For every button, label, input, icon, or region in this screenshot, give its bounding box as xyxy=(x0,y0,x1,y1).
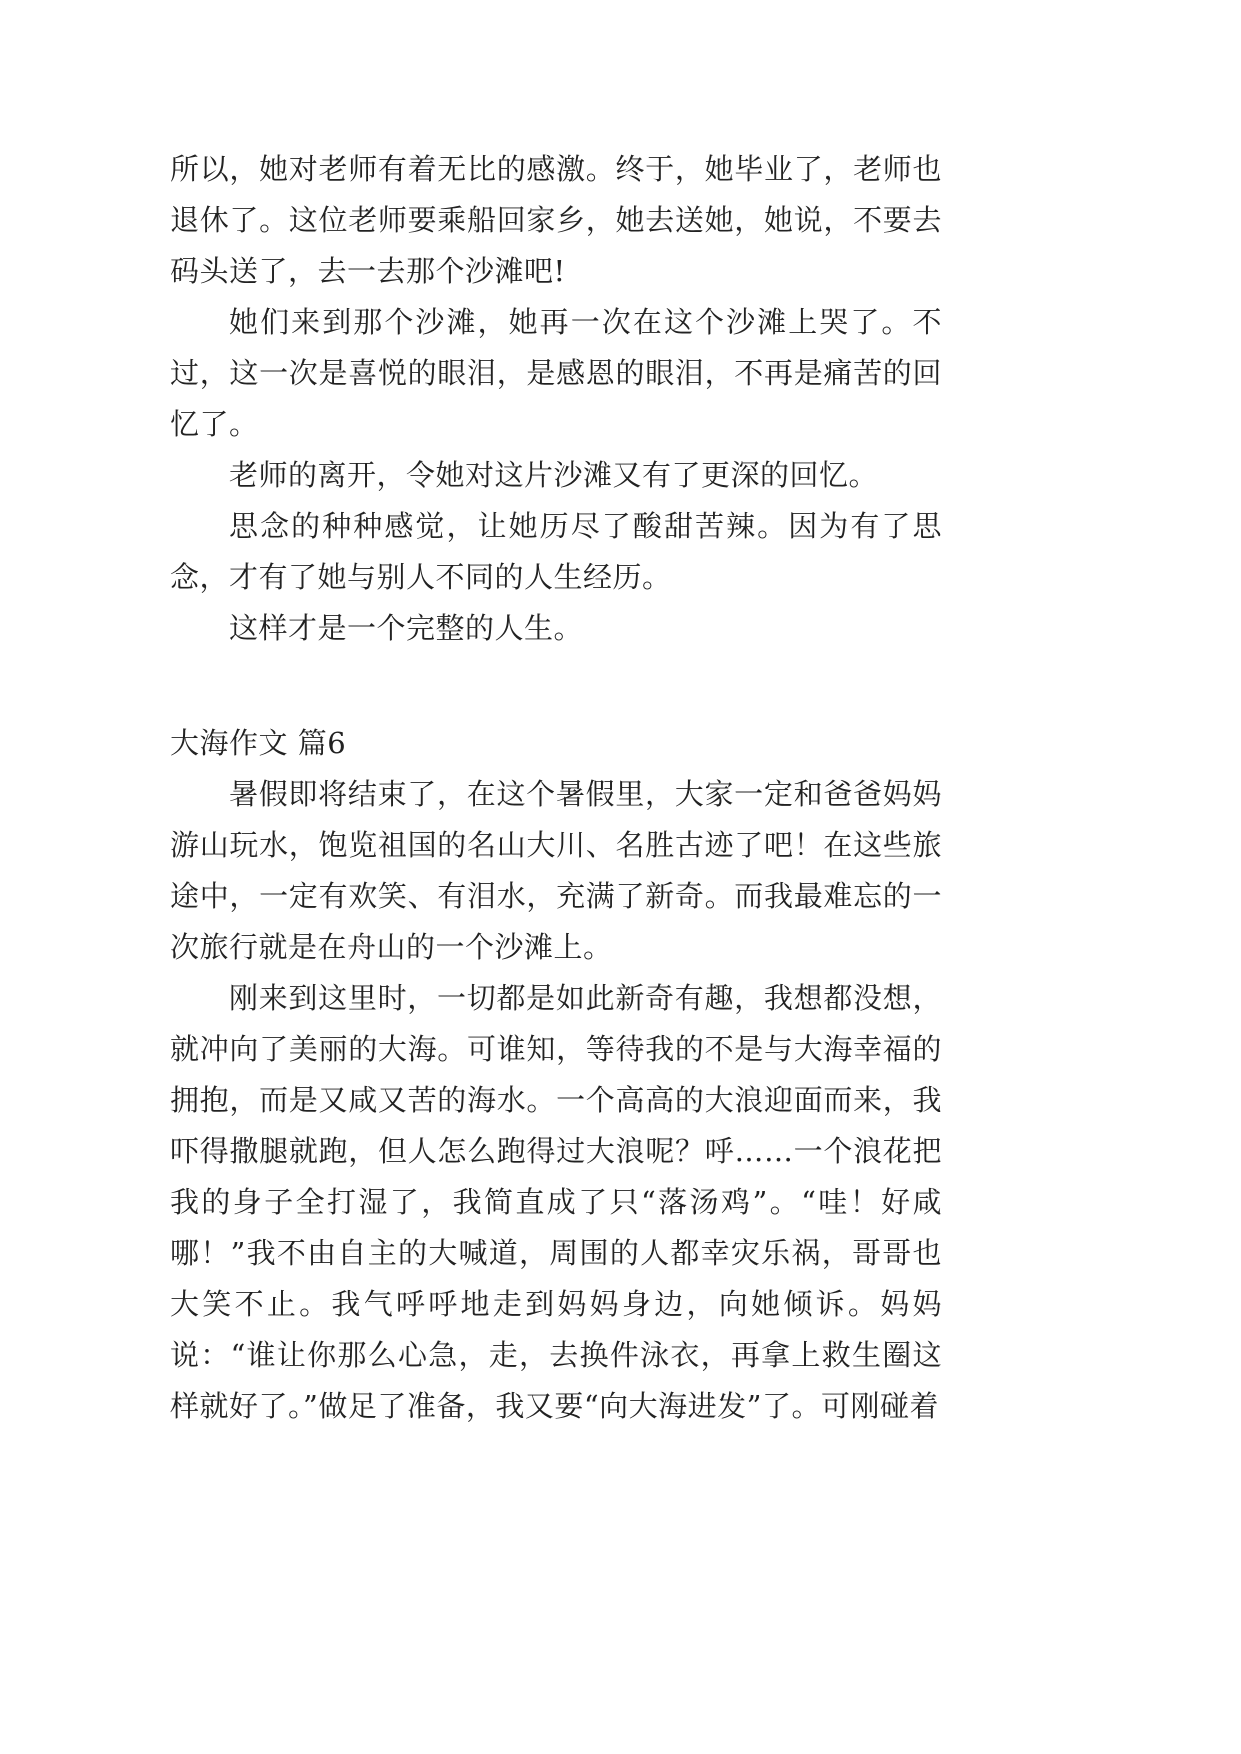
section-heading: 大海作文 篇6 xyxy=(170,726,347,760)
paragraph: 老师的离开，令她对这片沙滩又有了更深的回忆。 xyxy=(229,458,879,492)
paragraph: 所以，她对老师有着无比的感激。终于，她毕业了，老师也退休了。这位老师要乘船回家乡，她去送她，她说，不要去码头送了，去一去那个沙滩吧! xyxy=(170,152,942,288)
paragraph: 思念的种种感觉，让她历尽了酸甜苦辣。因为有了思念，才有了她与别人不同的人生经历。 xyxy=(170,509,942,594)
document-body xyxy=(170,144,942,1432)
paragraph: 这样才是一个完整的人生。 xyxy=(229,611,584,645)
paragraph: 暑假即将结束了，在这个暑假里，大家一定和爸爸妈妈游山玩水，饱览祖国的名山大川、名胜古迹了吧！在这些旅途中，一定有欢笑、有泪水，充满了新奇。而我最难忘的一次旅行就是在舟山的一个沙滩上。 xyxy=(170,777,942,964)
paragraph: 她们来到那个沙滩，她再一次在这个沙滩上哭了。不过，这一次是喜悦的眼泪，是感恩的眼泪，不再是痛苦的回忆了。 xyxy=(170,305,942,441)
paragraph: 刚来到这里时，一切都是如此新奇有趣，我想都没想，就冲向了美丽的大海。可谁知，等待我的不是与大海幸福的拥抱，而是又咸又苦的海水。一个高高的大浪迎面而来，我吓得撒腿就跑，但人怎么跑得过大浪呢？呼……一个浪花把我的身子全打湿了，我简直成了只“落汤鸡”。“哇！好咸哪！”我不由自主的大喊道，周围的人都幸灾乐祸，哥哥也大笑不止。我气呼呼地走到妈妈身边，向她倾诉。妈妈说：“谁让你那么心急，走，去换件泳衣，再拿上救生圈这样就好了。”做足了准备，我又要“向大海进发”了。可刚碰着 xyxy=(170,981,942,1423)
